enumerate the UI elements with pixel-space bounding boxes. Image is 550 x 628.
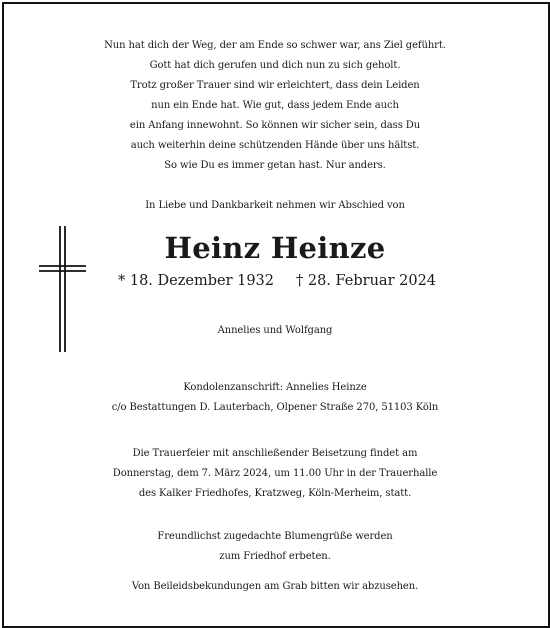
poem-line-1: Nun hat dich der Weg, der am Ende so schwer war, ans Ziel geführt. <box>104 40 446 51</box>
poem-line-6: auch weiterhin deine schützenden Hände über uns hältst. <box>130 140 420 151</box>
flowers-line-2: zum Friedhof erbeten. <box>219 551 331 562</box>
life-dates <box>0 271 550 291</box>
funeral-line-3: des Kalker Friedhofes, Kratzweg, Köln-Merheim, statt. <box>138 488 412 499</box>
poem-line-3: Trotz großer Trauer sind wir erleichtert, dass dein Leiden <box>130 80 420 91</box>
farewell-intro: In Liebe und Dankbarkeit nehmen wir Abschied von <box>145 200 405 211</box>
birth-date: * 18. Dezember 1932 <box>118 273 275 289</box>
poem-line-4: nun ein Ende hat. Wie gut, dass jedem Ende auch <box>151 100 399 111</box>
funeral-line-2: Donnerstag, dem 7. März 2024, um 11.00 Uhr in der Trauerhalle <box>112 468 438 479</box>
poem-line-2: Gott hat dich gerufen und dich nun zu sich geholt. <box>149 60 401 71</box>
mourners: Annelies und Wolfgang <box>217 325 333 336</box>
condolence-line-2: c/o Bestattungen D. Lauterbach, Olpener Straße 270, 51103 Köln <box>111 402 439 413</box>
deceased-name: Heinz Heinze <box>164 231 386 265</box>
funeral-line-1: Die Trauerfeier mit anschließender Beisetzung findet am <box>132 448 418 459</box>
flowers-line-1: Freundlichst zugedachte Blumengrüße werden <box>157 531 393 542</box>
grave-note: Von Beileidsbekundungen am Grab bitten wir abzusehen. <box>131 581 419 592</box>
poem-line-5: ein Anfang innewohnt. So können wir sicher sein, dass Du <box>129 120 421 131</box>
condolence-line-1: Kondolenzanschrift: Annelies Heinze <box>183 382 367 393</box>
poem-line-7: So wie Du es immer getan hast. Nur anders. <box>164 160 386 171</box>
death-date: † 28. Februar 2024 <box>296 273 437 289</box>
